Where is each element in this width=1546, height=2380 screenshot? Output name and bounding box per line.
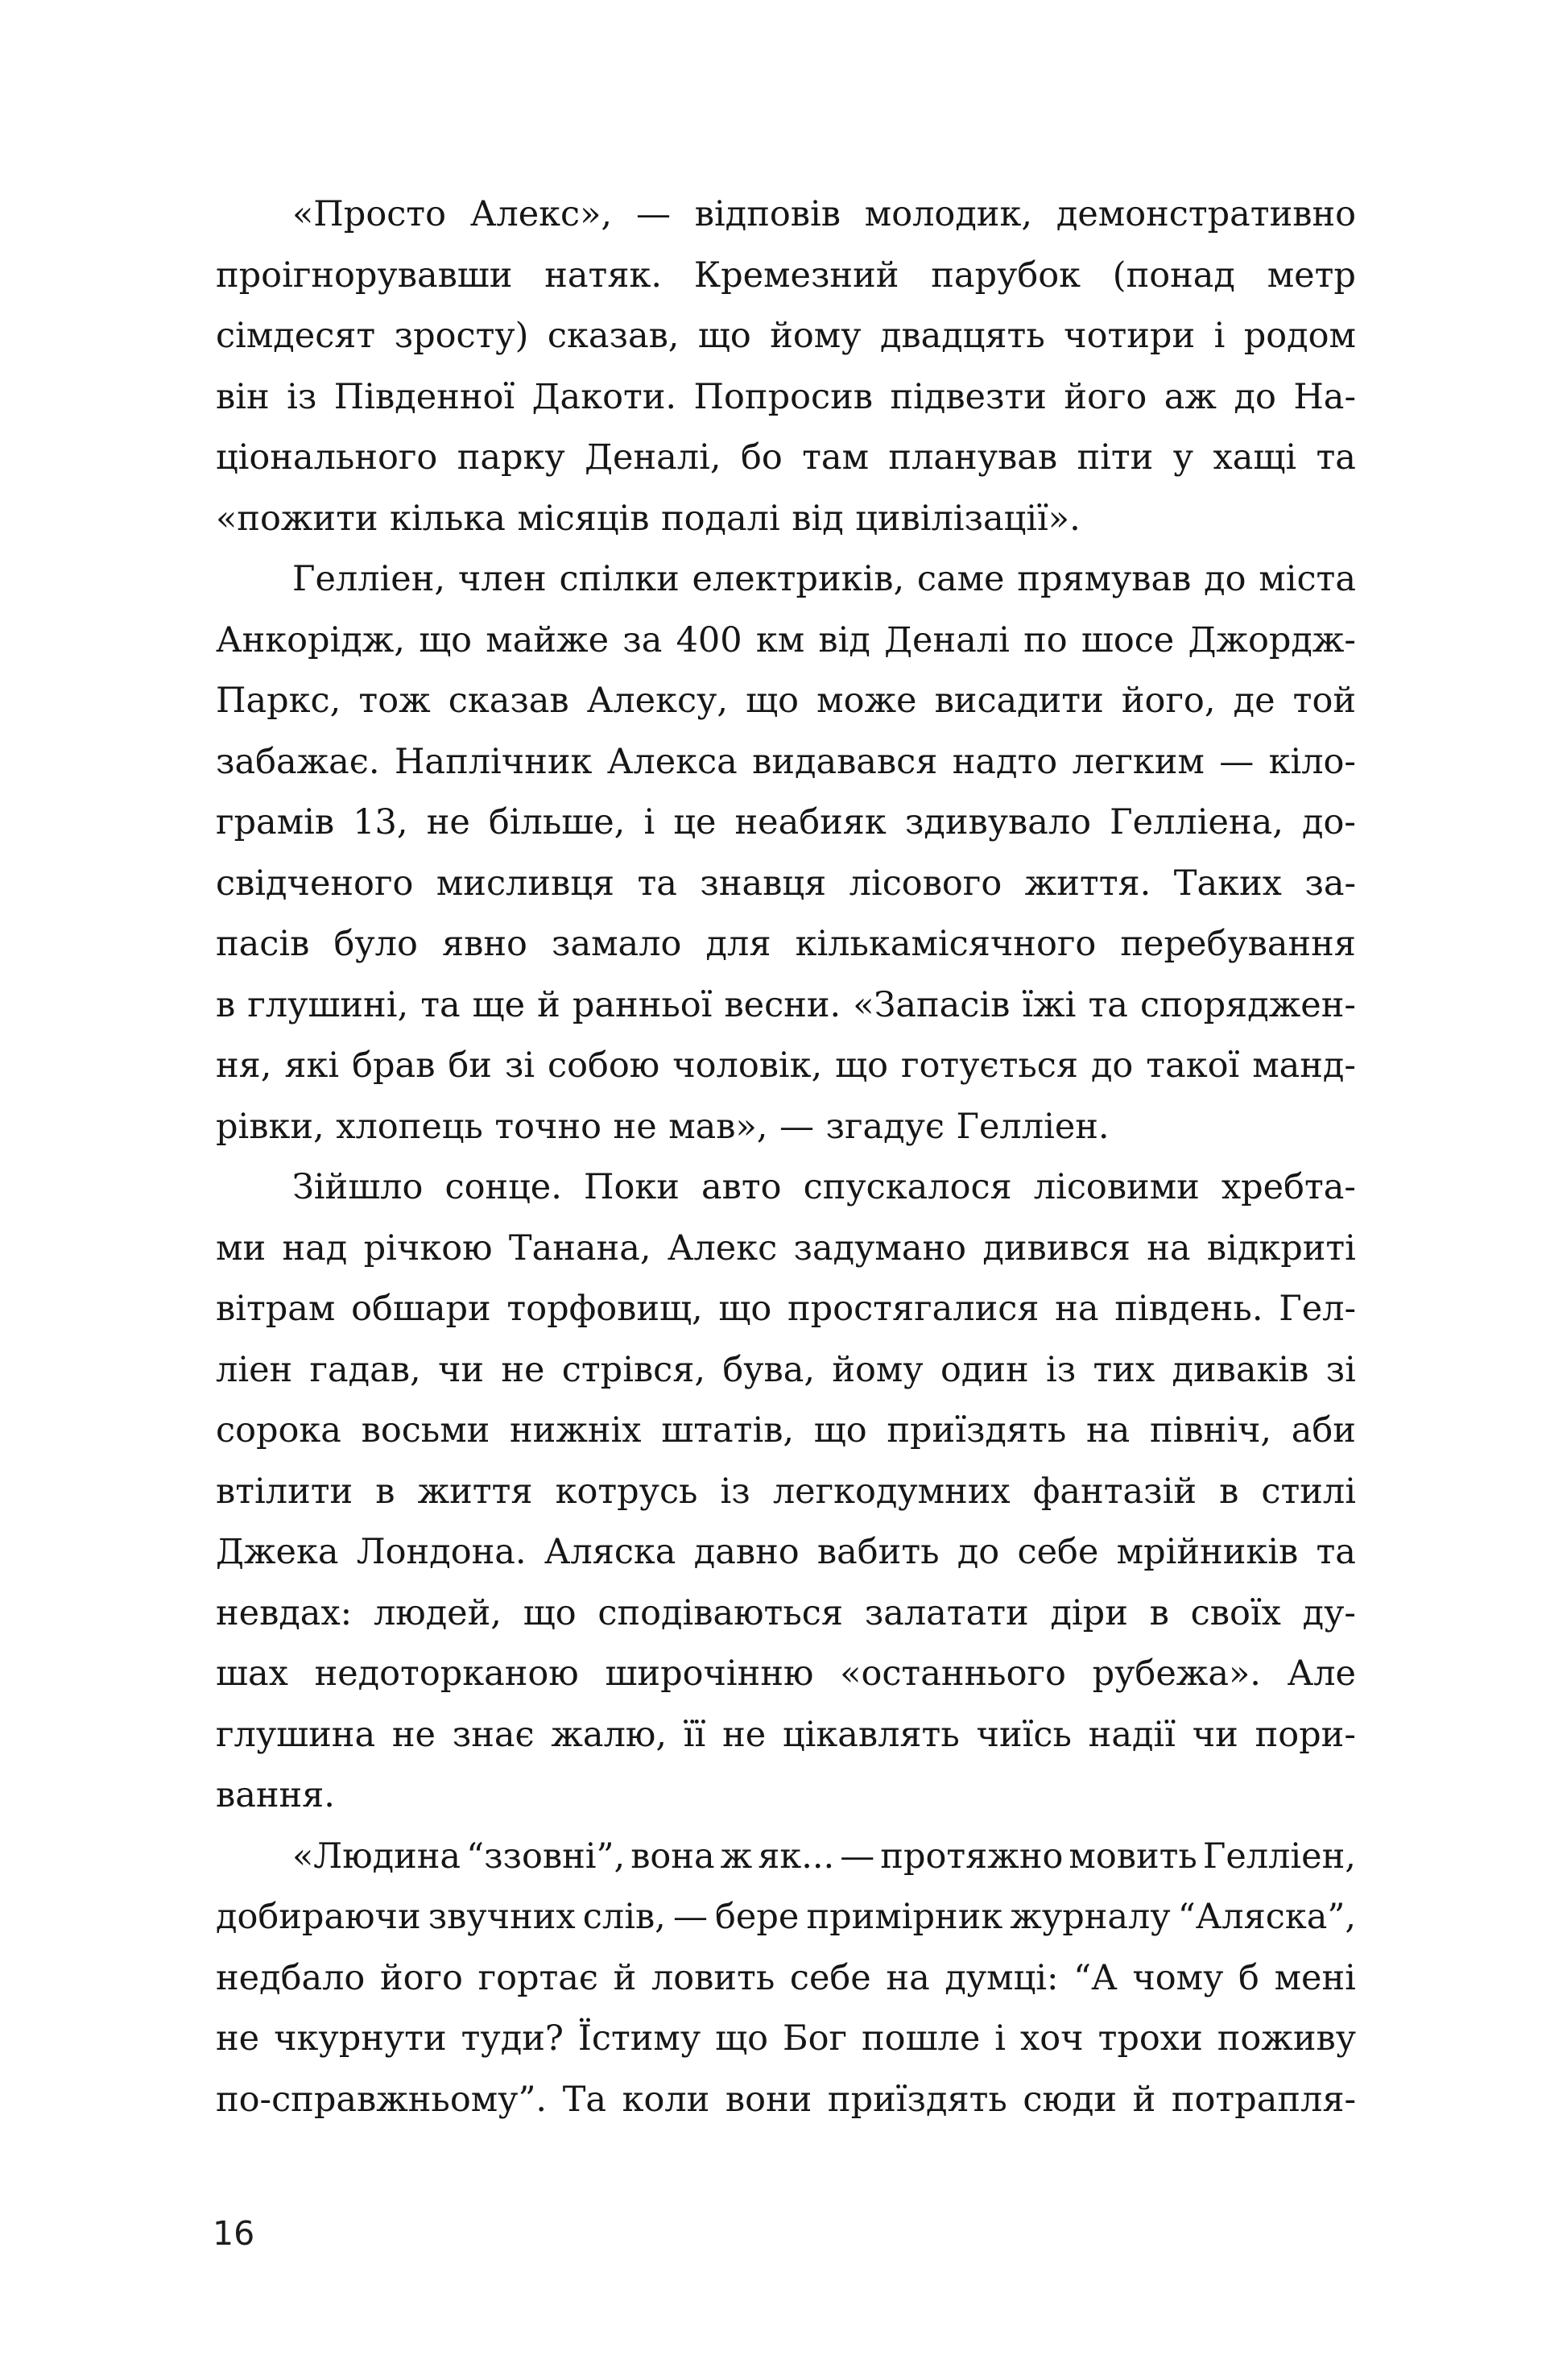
word: піти bbox=[1077, 437, 1154, 478]
word: дивився bbox=[982, 1227, 1131, 1269]
word: сорока bbox=[216, 1410, 341, 1451]
text-line: «пожити кілька місяців подалі від цивілізації». bbox=[216, 498, 1081, 539]
word: до bbox=[1204, 559, 1246, 599]
text-line bbox=[216, 1462, 1356, 1523]
word: хащі bbox=[1213, 437, 1297, 478]
word: на bbox=[886, 1957, 930, 1998]
word: мовить bbox=[1069, 1836, 1197, 1877]
word: Джордж- bbox=[1188, 619, 1356, 660]
word: ранньої bbox=[572, 984, 713, 1025]
word: що bbox=[835, 1045, 889, 1086]
word: добираючи bbox=[216, 1897, 421, 1937]
word: приїздять bbox=[887, 1410, 1067, 1451]
word: весни. bbox=[724, 984, 841, 1025]
word: сподіваються bbox=[597, 1592, 843, 1633]
word: бо bbox=[740, 437, 783, 478]
word: що bbox=[697, 316, 751, 356]
word: до bbox=[1234, 376, 1276, 417]
word: Гелліена, bbox=[1110, 802, 1284, 842]
word: Попросив bbox=[693, 376, 873, 417]
word: думці: bbox=[945, 1957, 1059, 1998]
word: по-справжньому”. bbox=[216, 2079, 548, 2120]
word: зі bbox=[504, 1045, 535, 1086]
word: аж bbox=[1164, 376, 1217, 417]
word: мисливця bbox=[436, 863, 615, 904]
word: давно bbox=[693, 1532, 800, 1572]
text-line bbox=[216, 793, 1356, 854]
word: й bbox=[1132, 2079, 1156, 2120]
text-line bbox=[216, 1948, 1356, 2010]
word: чоловік, bbox=[672, 1045, 823, 1086]
word: такої bbox=[1146, 1045, 1240, 1086]
word: Дакоти. bbox=[531, 376, 677, 417]
word: “А bbox=[1073, 1957, 1118, 1998]
word: (понад bbox=[1112, 255, 1235, 296]
word: чкурнути bbox=[274, 2018, 447, 2059]
word: із bbox=[1045, 1349, 1077, 1390]
text-line bbox=[216, 1522, 1356, 1583]
word: двадцять bbox=[879, 316, 1045, 356]
word: і bbox=[643, 802, 655, 842]
word: річкою bbox=[363, 1227, 493, 1269]
word: демонстративно bbox=[1056, 194, 1356, 234]
word: фантазій bbox=[1032, 1471, 1197, 1512]
word: Паркс, bbox=[216, 681, 341, 721]
word: споряджен- bbox=[1139, 984, 1356, 1025]
word: вітрам bbox=[216, 1289, 336, 1329]
word: метр bbox=[1267, 255, 1356, 296]
word: той bbox=[1292, 681, 1356, 721]
word: по bbox=[1023, 619, 1068, 660]
word: ловить bbox=[651, 1957, 775, 1998]
word: легкодумних bbox=[772, 1471, 1011, 1512]
text-line: вання. bbox=[216, 1775, 335, 1815]
word: грамів bbox=[216, 802, 335, 842]
word: сказав bbox=[448, 681, 569, 721]
word: «останнього bbox=[840, 1654, 1066, 1694]
word: кіло- bbox=[1268, 741, 1356, 782]
word: діри bbox=[1050, 1592, 1128, 1633]
word: і bbox=[1213, 316, 1226, 356]
word: за- bbox=[1304, 863, 1356, 904]
word: шосе bbox=[1081, 619, 1175, 660]
word: Алексу, bbox=[586, 681, 729, 721]
word: сонце. bbox=[444, 1167, 562, 1207]
word: гортає bbox=[477, 1957, 599, 1998]
word: себе bbox=[789, 1957, 871, 1998]
word: вабить bbox=[816, 1532, 940, 1572]
word: більше, bbox=[488, 802, 626, 842]
word: надії bbox=[1088, 1714, 1176, 1755]
word: електриків, bbox=[692, 559, 905, 599]
text-line bbox=[216, 1219, 1356, 1280]
text-line bbox=[216, 975, 1356, 1037]
word: це bbox=[673, 802, 717, 842]
word: ду- bbox=[1302, 1592, 1356, 1633]
word: парку bbox=[457, 437, 565, 478]
word: восьми bbox=[361, 1410, 490, 1451]
word: пасів bbox=[216, 924, 310, 964]
word: своїх bbox=[1190, 1592, 1281, 1633]
word: до- bbox=[1301, 802, 1356, 842]
text-line bbox=[216, 184, 1356, 246]
text-line bbox=[216, 306, 1356, 367]
word: «Запасів bbox=[853, 984, 1011, 1025]
text-line bbox=[216, 1887, 1356, 1948]
text-line: рівки, хлопець точно не мав», — згадує Гелліен. bbox=[216, 1106, 1110, 1147]
word: бува, bbox=[722, 1349, 816, 1390]
word: ня, bbox=[216, 1045, 272, 1086]
body-text bbox=[216, 184, 1356, 2130]
word: Деналі bbox=[884, 619, 1010, 660]
word: знавця bbox=[700, 863, 827, 904]
text-line bbox=[216, 1644, 1356, 1705]
word: Таких bbox=[1173, 863, 1282, 904]
word: ціонального bbox=[216, 437, 438, 478]
word: 400 bbox=[676, 619, 742, 660]
word: спускалося bbox=[803, 1167, 1012, 1207]
word: манд- bbox=[1252, 1045, 1356, 1086]
word: що bbox=[715, 2018, 769, 2059]
text-line bbox=[216, 246, 1356, 307]
word: готується bbox=[901, 1045, 1078, 1086]
word: протяжно bbox=[880, 1836, 1064, 1877]
word: міста bbox=[1259, 559, 1356, 599]
word: над bbox=[282, 1227, 348, 1269]
word: може bbox=[816, 681, 917, 721]
word: Анкорідж, bbox=[216, 619, 405, 660]
word: сюди bbox=[1023, 2079, 1118, 2120]
text-line bbox=[216, 1340, 1356, 1401]
word: Гел- bbox=[1279, 1289, 1356, 1329]
word: недоторканою bbox=[314, 1654, 579, 1694]
word: та bbox=[1316, 1532, 1356, 1572]
word: слів, bbox=[582, 1897, 666, 1937]
word: що bbox=[813, 1410, 867, 1451]
word: у bbox=[1172, 437, 1194, 478]
word: молодик, bbox=[864, 194, 1032, 234]
word: Поки bbox=[583, 1167, 680, 1207]
word: коли bbox=[622, 2079, 710, 2120]
word: до bbox=[1090, 1045, 1134, 1086]
word: родом bbox=[1243, 316, 1356, 356]
word: до bbox=[957, 1532, 1000, 1572]
word: Лондона. bbox=[356, 1532, 527, 1572]
word: хоч bbox=[1020, 2018, 1084, 2059]
word: Але bbox=[1287, 1654, 1356, 1694]
word: «Людина bbox=[292, 1836, 461, 1877]
word: невдах: bbox=[216, 1592, 353, 1633]
word: Зійшло bbox=[292, 1167, 424, 1207]
word: ми bbox=[216, 1227, 267, 1269]
word: Деналі, bbox=[585, 437, 721, 478]
word: потрапля- bbox=[1171, 2079, 1356, 2120]
word: його, bbox=[1121, 681, 1216, 721]
word: вони bbox=[725, 2079, 812, 2120]
word: км bbox=[755, 619, 805, 660]
word: гадав, bbox=[309, 1349, 421, 1390]
word: залатати bbox=[864, 1592, 1029, 1633]
word: на bbox=[1147, 1227, 1191, 1269]
word: надто bbox=[952, 741, 1058, 782]
word: себе bbox=[1017, 1532, 1099, 1572]
word: мені bbox=[1274, 1957, 1356, 1998]
word: Та bbox=[562, 2079, 607, 2120]
word: Танана, bbox=[508, 1227, 651, 1269]
word: чи bbox=[437, 1349, 485, 1390]
word: — bbox=[1219, 741, 1255, 782]
word: простягалися bbox=[787, 1289, 1040, 1329]
word: не bbox=[426, 802, 470, 842]
word: Наплічник bbox=[394, 741, 593, 782]
word: б bbox=[1238, 1957, 1259, 1998]
word: йому bbox=[770, 316, 862, 356]
word: що bbox=[419, 619, 473, 660]
word: майже bbox=[486, 619, 610, 660]
word: недбало bbox=[216, 1957, 366, 1998]
word: примірник bbox=[806, 1897, 1003, 1937]
word: він bbox=[216, 376, 270, 417]
word: не bbox=[722, 1714, 767, 1755]
word: «Просто bbox=[292, 194, 446, 234]
word: глушина bbox=[216, 1714, 376, 1755]
word: її bbox=[683, 1714, 706, 1755]
word: хребта- bbox=[1221, 1167, 1356, 1207]
word: один bbox=[940, 1349, 1029, 1390]
word: прямував bbox=[1017, 559, 1192, 599]
word: поживу bbox=[1217, 2018, 1356, 2059]
word: зі bbox=[1325, 1349, 1356, 1390]
word: Аляска bbox=[544, 1532, 676, 1572]
word: стрівся, bbox=[561, 1349, 706, 1390]
word: Бог bbox=[783, 2018, 848, 2059]
word: торфовищ, bbox=[506, 1289, 703, 1329]
word: та bbox=[637, 863, 677, 904]
word: планував bbox=[888, 437, 1058, 478]
word: не bbox=[391, 1714, 436, 1755]
word: “ззовні”, bbox=[466, 1836, 626, 1877]
word: із bbox=[287, 376, 317, 417]
word: забажає. bbox=[216, 741, 380, 782]
word: диваків bbox=[1172, 1349, 1309, 1390]
word: південь. bbox=[1114, 1289, 1263, 1329]
word: жалю, bbox=[551, 1714, 667, 1755]
word: йому bbox=[832, 1349, 924, 1390]
word: 13, bbox=[353, 802, 408, 842]
text-line bbox=[216, 1705, 1356, 1766]
word: брав bbox=[352, 1045, 436, 1086]
word: рубежа». bbox=[1092, 1654, 1261, 1694]
word: стилі bbox=[1261, 1471, 1356, 1512]
word: людей, bbox=[373, 1592, 502, 1633]
word: Джека bbox=[216, 1532, 339, 1572]
word: що bbox=[523, 1592, 577, 1633]
word: лісового bbox=[849, 863, 1002, 904]
word: чому bbox=[1132, 1957, 1224, 1998]
word: від bbox=[818, 619, 870, 660]
word: на bbox=[1085, 1410, 1131, 1451]
word: Гелліен, bbox=[292, 559, 446, 599]
text-line bbox=[216, 2070, 1356, 2131]
word: видавався bbox=[752, 741, 938, 782]
word: цікавлять bbox=[782, 1714, 960, 1755]
word: задумано bbox=[793, 1227, 967, 1269]
word: висадити bbox=[934, 681, 1104, 721]
word: неабияк bbox=[734, 802, 887, 842]
word: сімдесят bbox=[216, 316, 376, 356]
word: там bbox=[802, 437, 870, 478]
word: журналу bbox=[1010, 1897, 1171, 1937]
word: тож bbox=[358, 681, 431, 721]
word: життя bbox=[417, 1471, 533, 1512]
word: Алекса bbox=[606, 741, 738, 782]
word: та bbox=[420, 984, 461, 1025]
word: — bbox=[840, 1836, 875, 1877]
word: не bbox=[501, 1349, 545, 1390]
text-line bbox=[216, 367, 1356, 428]
text-line bbox=[216, 1279, 1356, 1340]
word: його bbox=[1064, 376, 1147, 417]
word: в bbox=[1149, 1592, 1169, 1633]
word: відповів bbox=[694, 194, 841, 234]
word: підвезти bbox=[890, 376, 1047, 417]
word: що bbox=[718, 1289, 772, 1329]
text-line bbox=[216, 2009, 1356, 2070]
word: спілки bbox=[559, 559, 680, 599]
word: які bbox=[284, 1045, 340, 1086]
word: із bbox=[720, 1471, 750, 1512]
page-number: 16 bbox=[213, 2214, 255, 2253]
text-line bbox=[216, 732, 1356, 793]
text-line bbox=[216, 1827, 1356, 1888]
word: приїздять bbox=[827, 2079, 1007, 2120]
word: відкриті bbox=[1206, 1227, 1356, 1269]
word: нижніх bbox=[510, 1410, 642, 1451]
word: втілити bbox=[216, 1471, 353, 1512]
word: сказав, bbox=[547, 316, 680, 356]
word: й bbox=[537, 984, 560, 1025]
word: ж bbox=[720, 1836, 753, 1877]
word: знає bbox=[452, 1714, 535, 1755]
word: проігнорувавши bbox=[216, 255, 513, 296]
word: — bbox=[672, 1897, 708, 1937]
word: — bbox=[635, 194, 671, 234]
word: ще bbox=[472, 984, 526, 1025]
word: туди? bbox=[461, 2018, 564, 2059]
word: й bbox=[613, 1957, 637, 1998]
word: пори- bbox=[1255, 1714, 1356, 1755]
word: аби bbox=[1291, 1410, 1356, 1451]
word: в bbox=[375, 1471, 395, 1512]
word: широчінню bbox=[605, 1654, 814, 1694]
word: чиїсь bbox=[976, 1714, 1072, 1755]
word: здивувало bbox=[904, 802, 1092, 842]
word: на bbox=[1055, 1289, 1099, 1329]
word: його bbox=[379, 1957, 463, 1998]
word: парубок bbox=[931, 255, 1081, 296]
word: життя. bbox=[1024, 863, 1151, 904]
word: трохи bbox=[1097, 2018, 1203, 2059]
word: не bbox=[216, 2018, 260, 2059]
text-line bbox=[216, 914, 1356, 975]
word: звучних bbox=[428, 1897, 576, 1937]
word: чи bbox=[1192, 1714, 1238, 1755]
text-line bbox=[216, 671, 1356, 732]
word: тих bbox=[1093, 1349, 1155, 1390]
word: як... bbox=[758, 1836, 835, 1877]
word: що bbox=[746, 681, 800, 721]
word: та bbox=[1316, 437, 1356, 478]
word: натяк. bbox=[544, 255, 662, 296]
word: Їстиму bbox=[577, 2018, 701, 2059]
word: котрусь bbox=[555, 1471, 698, 1512]
word: “Аляска”, bbox=[1177, 1897, 1356, 1937]
word: пошле bbox=[862, 2018, 981, 2059]
text-line bbox=[216, 428, 1356, 489]
word: замало bbox=[552, 924, 682, 964]
text-line bbox=[216, 549, 1356, 611]
word: ліен bbox=[216, 1349, 293, 1390]
word: легким bbox=[1072, 741, 1205, 782]
word: та bbox=[1088, 984, 1128, 1025]
word: чотири bbox=[1064, 316, 1196, 356]
word: і bbox=[994, 2018, 1007, 2059]
word: би bbox=[448, 1045, 492, 1086]
word: де bbox=[1233, 681, 1275, 721]
word: штатів, bbox=[661, 1410, 795, 1451]
word: член bbox=[457, 559, 547, 599]
word: свідченого bbox=[216, 863, 414, 904]
word: лісовими bbox=[1033, 1167, 1200, 1207]
text-line bbox=[216, 1583, 1356, 1645]
word: Гелліен, bbox=[1202, 1836, 1356, 1877]
word: їжі bbox=[1022, 984, 1077, 1025]
word: перебування bbox=[1120, 924, 1356, 964]
word: за bbox=[622, 619, 663, 660]
word: в bbox=[216, 984, 236, 1025]
word: Алекс bbox=[667, 1227, 778, 1269]
word: явно bbox=[442, 924, 527, 964]
word: авто bbox=[701, 1167, 782, 1207]
word: шах bbox=[216, 1654, 288, 1694]
word: саме bbox=[916, 559, 1005, 599]
word: північ, bbox=[1149, 1410, 1272, 1451]
word: На- bbox=[1293, 376, 1356, 417]
word: Південної bbox=[333, 376, 515, 417]
text-line bbox=[216, 1036, 1356, 1097]
text-line bbox=[216, 611, 1356, 672]
word: собою bbox=[548, 1045, 660, 1086]
word: обшари bbox=[351, 1289, 491, 1329]
word: Кремезний bbox=[693, 255, 899, 296]
word: в bbox=[1219, 1471, 1239, 1512]
word: Алекс», bbox=[469, 194, 613, 234]
text-line bbox=[216, 854, 1356, 915]
word: бере bbox=[715, 1897, 800, 1937]
word: для bbox=[705, 924, 771, 964]
word: вона bbox=[630, 1836, 715, 1877]
word: глушині, bbox=[247, 984, 409, 1025]
word: було bbox=[333, 924, 418, 964]
word: зросту) bbox=[394, 316, 529, 356]
word: мрійників bbox=[1116, 1532, 1299, 1572]
text-line bbox=[216, 1157, 1356, 1219]
text-line bbox=[216, 1401, 1356, 1462]
word: кількамісячного bbox=[795, 924, 1097, 964]
